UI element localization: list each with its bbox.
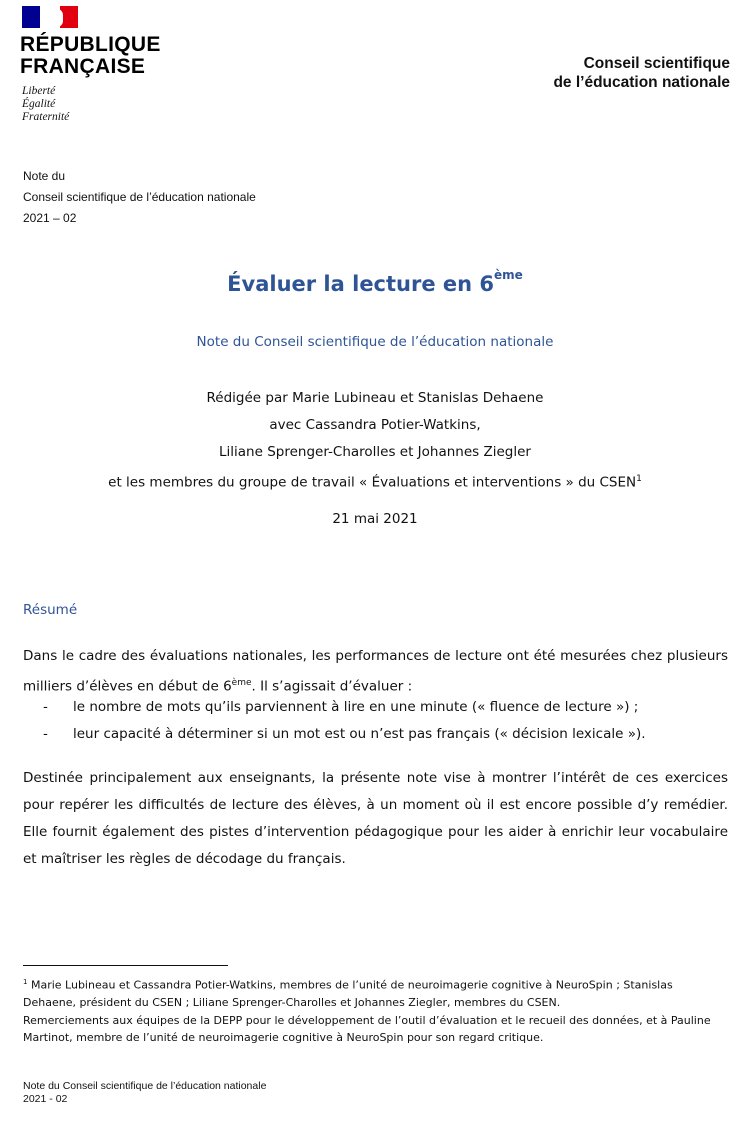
footnote-line1 [23,974,723,1012]
footnote [23,974,723,1047]
footnote-text2: Remerciements aux équipes de la DEPP pour le développement de l’outil d’évaluation et le recueil des données, et à Pauline Martinot, membre de l’unité de neuroimagerie cognitive à NeuroSpin pour son regard critique. [23,1013,711,1045]
note-ref-line1: Note du [23,169,66,183]
resume-paragraph-1 [23,643,728,701]
resume-p1-text-b: . Il s’agissait d’évaluer : [251,678,413,695]
french-flag-logo [22,6,78,28]
authors-line1: Rédigée par Marie Lubineau et Stanislas Dehaene [206,390,544,406]
authors-line3: Liliane Sprenger-Charolles et Johannes Ziegler [219,444,531,460]
council-header-line1: Conseil scientifique [583,55,730,72]
bullet-dash: - [43,699,48,715]
motto-egalite: Égalité [22,98,56,110]
resume-paragraph-2: Destinée principalement aux enseignants, la présente note vise à montrer l’intérêt de ces exercices pour repérer les difficultés de lecture des élèves, à un moment où il est encore possible d’y remédier. Elle fournit également des pistes d’intervention pédagogique pour les aider à enrichir leur vocabulaire et maîtriser les règles de décodage du français. [23,770,728,867]
authors-block [0,385,750,497]
list-item [43,721,733,748]
motto-fraternite: Fraternité [22,111,70,123]
resume-bullet-list [43,694,733,748]
authors-line4 [0,466,750,497]
bullet-text: le nombre de mots qu’ils parviennent à lire en une minute (« fluence de lecture ») ; [73,699,639,715]
footnote-marker: 1 [23,978,28,986]
marianne-profile-icon [47,9,63,27]
authors-line2: avec Cassandra Potier-Watkins, [269,417,481,433]
page-footer [23,1080,423,1106]
republic-motto [22,85,122,124]
republique-francaise-name [20,34,170,78]
note-reference [23,166,423,229]
motto-liberte: Liberté [22,85,56,97]
footnote-ref-marker: 1 [636,474,642,484]
title-text: Évaluer la lecture en 6 [227,272,495,296]
logo-name-line1: RÉPUBLIQUE [20,33,161,56]
bullet-text: leur capacité à déterminer si un mot est ou n’est pas français (« décision lexicale »). [73,726,646,742]
document-subtitle: Note du Conseil scientifique de l’éducation nationale [196,334,554,350]
logo-name-line2: FRANÇAISE [20,55,146,78]
document-title [0,268,750,296]
resume-heading: Résumé [23,602,78,618]
title-superscript: ème [494,268,523,282]
document-date: 21 mai 2021 [332,511,418,527]
page-footer-line2: 2021 - 02 [23,1093,68,1105]
footnote-separator [23,965,228,966]
bullet-dash: - [43,726,48,742]
council-header-line2: de l’éducation nationale [553,74,730,91]
council-header [430,54,730,92]
resume-p1-text-a: Dans le cadre des évaluations nationales, les performances de lecture ont été mesurées chez plusieurs milliers d’élèves en début de 6 [23,648,728,695]
authors-line4-text: et les membres du groupe de travail « Évaluations et interventions » du CSEN [108,474,637,491]
footnote-text1: Marie Lubineau et Cassandra Potier-Watkins, membres de l’unité de neuroimagerie cognitive à NeuroSpin ; Stanislas Dehaene, président du CSEN ; Liliane Sprenger-Charolles et Johannes Ziegler, membres du CSEN. [23,978,673,1010]
page-footer-line1: Note du Conseil scientifique de l’éducation nationale [23,1080,267,1092]
note-ref-line2: Conseil scientifique de l’éducation nationale [23,190,256,204]
list-item [43,694,733,721]
flag-blue-band [22,6,40,28]
resume-p1-superscript: ème [231,678,252,688]
note-ref-line3: 2021 – 02 [23,211,77,225]
flag-white-band [40,6,60,28]
